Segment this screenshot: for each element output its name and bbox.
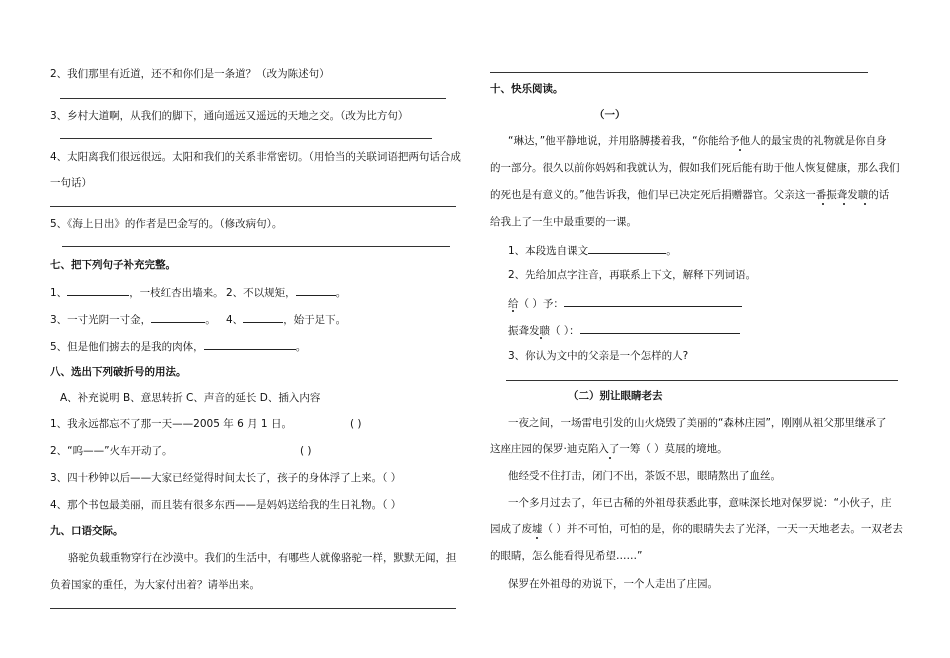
emphasis-dot [864, 203, 866, 205]
section-8-options: A、补充说明 B、意思转折 C、声音的延长 D、插入内容 [60, 392, 321, 404]
reading-q1 [508, 242, 677, 258]
question-4-line2: 一句话） [50, 177, 92, 189]
emphasis-dot [843, 203, 845, 205]
fill-blank-lesson-title[interactable] [588, 242, 666, 254]
reading-q2-a [508, 295, 742, 311]
emphasis-dot [512, 310, 514, 312]
q7-4-suffix: ，始于足下。 [283, 314, 347, 326]
q7-1-suffix: ，一枝红杏出墙来。 [129, 287, 224, 299]
fill-blank-7-2[interactable] [296, 284, 336, 296]
q8-1-answer-paren[interactable]: ( ) [350, 418, 362, 430]
answer-line-reading-q3[interactable] [506, 380, 898, 381]
q7-3-prefix: 3、一寸光阴一寸金， [50, 314, 152, 326]
q8-2-answer-paren[interactable]: ( ) [300, 445, 312, 457]
section-9-para-line1: 骆驼负载重物穿行在沙漠中。我们的生活中，有哪些人就像骆驼一样，默默无闻，担 [68, 552, 457, 564]
section-9-para-line2: 负着国家的重任，为大家付出着？请举出来。 [50, 579, 260, 591]
q8-item-2: 2、“呜——”火车开动了。 [50, 445, 173, 457]
q7-5-suffix: 。 [295, 341, 307, 353]
fill-blank-7-5[interactable] [204, 338, 296, 350]
emphasis-dot [739, 149, 741, 151]
passage-1-line3: 的死也是有意义的。”他告诉我，他们早已决定死后捐赠器官。父亲这一番振聋发聩的话 [490, 189, 890, 201]
q7-item-5 [50, 338, 306, 354]
passage-2-line4: 一个多月过去了，年已古稀的外祖母获悉此事，意味深长地对保罗说：“小伙子，庄 [508, 497, 892, 509]
section-10-title: 十、快乐阅读。 [490, 83, 564, 95]
q7-1-prefix: 1、 [50, 287, 68, 299]
q7-item-1 [50, 284, 224, 300]
fill-blank-7-3[interactable] [151, 311, 205, 323]
reading-q3: 3、你认为文中的父亲是一个怎样的人? [508, 350, 689, 362]
answer-line-5[interactable] [62, 246, 450, 247]
q7-item-2 [226, 284, 346, 300]
question-4-line1: 4、太阳离我们很远很远。太阳和我们的关系非常密切。（用恰当的关联词语把两句话合成 [50, 151, 461, 163]
reading-q2-a-label: 给（ ）予： [508, 298, 564, 310]
fill-blank-7-1[interactable] [67, 284, 129, 296]
q7-item-3 [50, 311, 216, 327]
reading-q2-b [508, 322, 740, 338]
answer-line-3[interactable] [60, 138, 432, 139]
passage-2-line1: 一夜之间，一场雷电引发的山火烧毁了美丽的“森林庄园”，刚刚从祖父那里继承了 [508, 417, 887, 429]
answer-line-9[interactable] [50, 608, 456, 609]
passage-1-line2: 的一部分。很久以前你妈妈和我就认为，假如我们死后能有助于他人恢复健康，那么我们 [490, 162, 900, 174]
q7-5-prefix: 5、但是他们掳去的是我的肉体， [50, 341, 204, 353]
answer-line-2[interactable] [60, 98, 446, 99]
reading-q1-end: 。 [666, 245, 677, 257]
passage-2-line7: 保罗在外祖母的劝说下，一个人走出了庄园。 [508, 578, 718, 590]
reading-part-1-title: （一） [594, 109, 626, 121]
passage-2-line6: 的眼睛，怎么能看得见希望……” [490, 550, 643, 562]
question-2-rewrite: 2、我们那里有近道，还不和你们是一条道？（改为陈述句） [50, 68, 330, 80]
answer-line-4[interactable] [50, 206, 456, 207]
emphasis-dot [536, 537, 538, 539]
fill-blank-give[interactable] [564, 295, 742, 307]
q7-3-suffix: 。 [205, 314, 216, 326]
top-divider-line [490, 72, 868, 73]
section-7-title: 七、把下列句子补充完整。 [50, 259, 176, 271]
emphasis-dot [540, 337, 542, 339]
q8-item-3: 3、四十秒钟以后——大家已经觉得时间太长了，孩子的身体浮了上来。（ ） [50, 472, 402, 484]
emphasis-dot [822, 203, 824, 205]
reading-q2: 2、先给加点字注音，再联系上下文，解释下列词语。 [508, 269, 757, 281]
reading-q1-text: 1、本段选自课文 [508, 245, 589, 257]
passage-2-line5: 园成了废墟（ ）并不可怕，可怕的是，你的眼睛失去了光泽，一天一天地老去。一双老去 [490, 523, 903, 535]
q7-item-4 [226, 311, 346, 327]
passage-2-line2: 这座庄园的保罗·迪克陷入了一筹（ ）莫展的境地。 [490, 443, 728, 455]
q8-item-1: 1、我永远都忘不了那一天——2005 年 6 月 1 日。 [50, 418, 292, 430]
question-3-rewrite: 3、乡村大道啊，从我们的脚下，通向遥远又遥远的天地之交。（改为比方句） [50, 110, 409, 122]
q7-2-prefix: 2、不以规矩， [226, 287, 296, 299]
section-8-title: 八、选出下列破折号的用法。 [50, 366, 187, 378]
passage-1-line4: 给我上了一生中最重要的一课。 [490, 216, 637, 228]
question-5-fix: 5、《海上日出》的作者是巴金写的。（修改病句）。 [50, 218, 283, 230]
passage-2-line3: 他经受不住打击，闭门不出，茶饭不思，眼睛熬出了血丝。 [508, 470, 781, 482]
q7-2-suffix: 。 [335, 287, 347, 299]
passage-1-line1: “琳达，”他平静地说，并用胳膊搂着我，“你能给予他人的最宝贵的礼物就是你自身 [508, 135, 887, 147]
emphasis-dot [609, 457, 611, 459]
q7-4-prefix: 4、 [226, 314, 244, 326]
fill-blank-7-4[interactable] [243, 311, 283, 323]
fill-blank-deafening[interactable] [580, 322, 740, 334]
reading-q2-b-label: 振聋发聩（ ）： [508, 325, 580, 337]
section-9-title: 九、口语交际。 [50, 525, 124, 537]
reading-part-2-title: （二）别让眼睛老去 [568, 390, 663, 402]
q8-item-4: 4、那个书包最美丽，而且装有很多东西——是妈妈送给我的生日礼物。（ ） [50, 499, 402, 511]
